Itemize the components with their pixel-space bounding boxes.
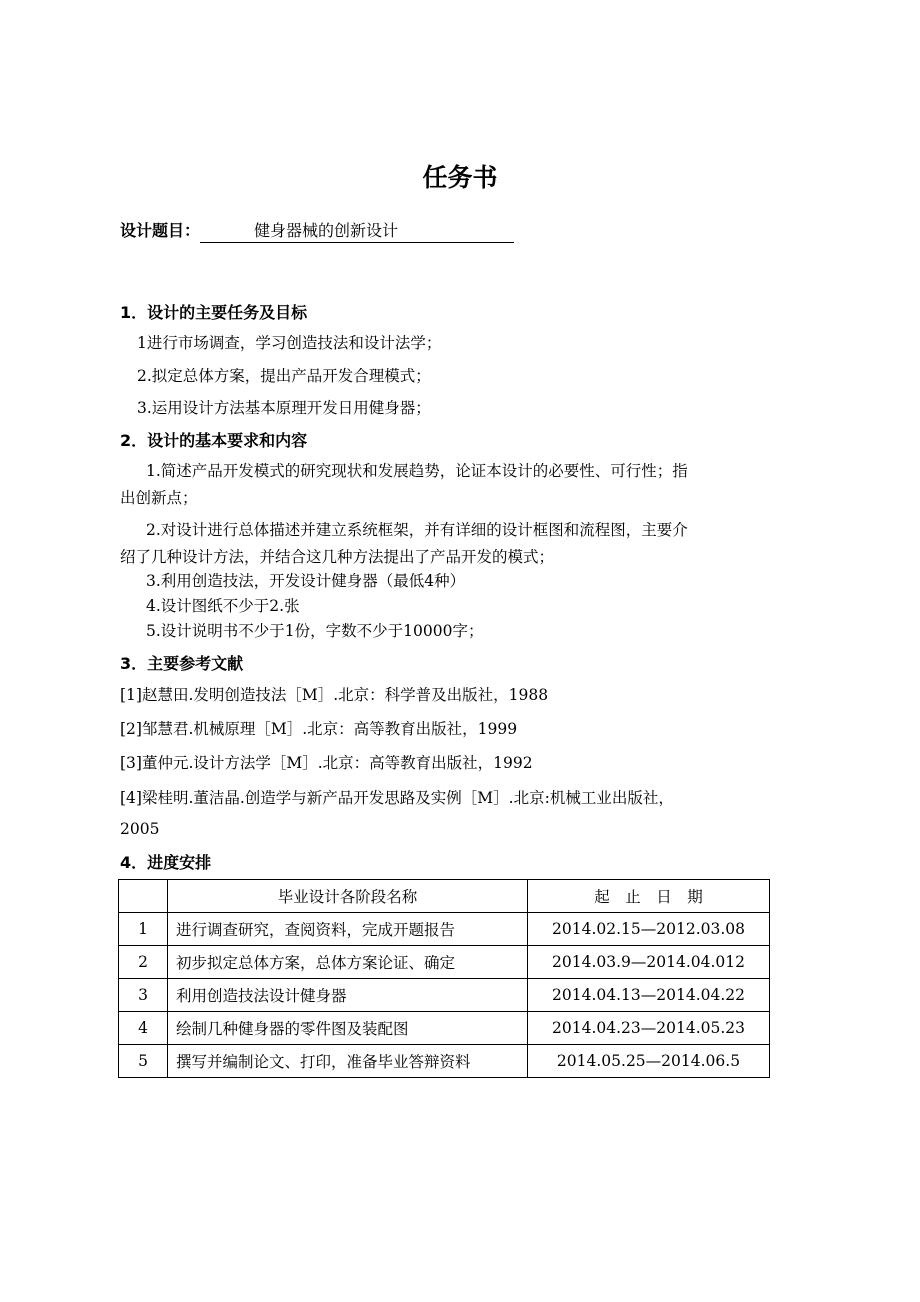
section1-item: 1进行市场调查，学习创造技法和设计法学； [137,334,442,352]
table-cell-stage: 进行调查研究，查阅资料，完成开题报告 [168,913,528,946]
section2-item-line: 5.设计说明书不少于1份，字数不少于10000字； [146,622,484,640]
table-cell-index: 5 [119,1045,168,1078]
section1-item: 2.拟定总体方案，提出产品开发合理模式； [137,367,431,385]
table-cell-index: 2 [119,946,168,979]
reference-item: 2005 [120,820,160,838]
design-topic-value: 健身器械的创新设计 [200,220,514,243]
table-cell-dates: 2014.05.25—2014.06.5 [528,1045,770,1078]
table-cell-dates: 2014.03.9—2014.04.012 [528,946,770,979]
table-row [119,946,770,979]
section1-item: 3.运用设计方法基本原理开发日用健身器； [137,399,431,417]
section2-item-line: 出创新点； [120,489,198,507]
table-header-cell: 毕业设计各阶段名称 [168,880,528,913]
section2-item-line: 4.设计图纸不少于2.张 [146,597,300,615]
document-title: 任务书 [422,163,498,192]
section2-item-line: 2.对设计进行总体描述并建立系统框架，并有详细的设计框图和流程图，主要介 [146,521,688,539]
section1-heading: 1．设计的主要任务及目标 [120,303,308,322]
section2-item-line: 3.利用创造技法，开发设计健身器（最低4种） [146,572,466,590]
table-cell-stage: 绘制几种健身器的零件图及装配图 [168,1012,528,1045]
section2-item-line: 绍了几种设计方法，并结合这几种方法提出了产品开发的模式； [120,548,555,566]
reference-item: [2]邹慧君.机械原理［M］.北京：高等教育出版社，1999 [120,720,518,738]
section4-heading: 4．进度安排 [120,853,212,872]
table-cell-index: 1 [119,913,168,946]
table-header-row [119,880,770,913]
table-row [119,1012,770,1045]
table-cell-dates: 2014.02.15—2012.03.08 [528,913,770,946]
table-header-cell [119,880,168,913]
reference-item: [1]赵慧田.发明创造技法［M］.北京：科学普及出版社，1988 [120,686,549,704]
table-row [119,913,770,946]
table-cell-index: 4 [119,1012,168,1045]
section2-heading: 2．设计的基本要求和内容 [120,431,308,450]
table-cell-stage: 利用创造技法设计健身器 [168,979,528,1012]
table-cell-dates: 2014.04.13—2014.04.22 [528,979,770,1012]
table-cell-index: 3 [119,979,168,1012]
reference-item: [3]董仲元.设计方法学［M］.北京：高等教育出版社，1992 [120,754,533,772]
table-header-cell: 起 止 日 期 [528,880,770,913]
design-topic-label: 设计题目： [120,221,201,240]
table-row [119,1045,770,1078]
reference-item: [4]梁桂明.董洁晶.创造学与新产品开发思路及实例［M］.北京:机械工业出版社， [120,789,674,807]
section2-item-line: 1.简述产品开发模式的研究现状和发展趋势，论证本设计的必要性、可行性；指 [146,462,688,480]
table-cell-stage: 初步拟定总体方案，总体方案论证、确定 [168,946,528,979]
section3-heading: 3．主要参考文献 [120,654,244,673]
table-cell-stage: 撰写并编制论文、打印，准备毕业答辩资料 [168,1045,528,1078]
table-cell-dates: 2014.04.23—2014.05.23 [528,1012,770,1045]
schedule-table [118,879,770,1078]
design-topic [120,218,514,243]
table-row [119,979,770,1012]
